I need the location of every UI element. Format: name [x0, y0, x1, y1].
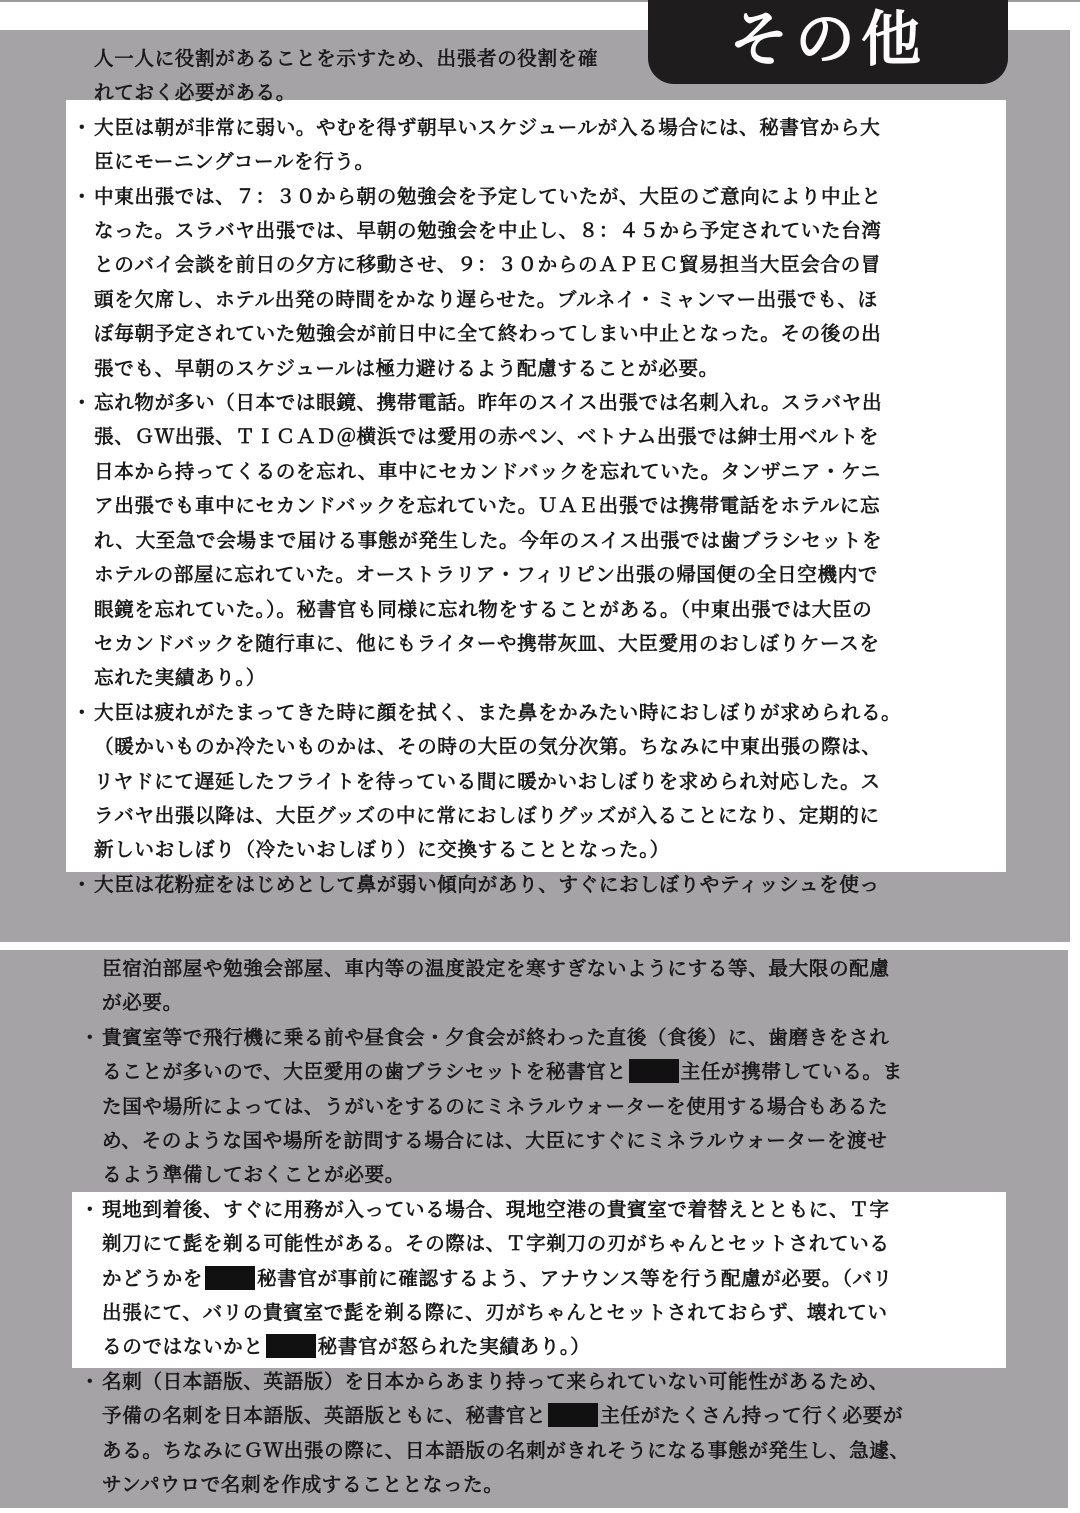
- text-line: ・ 現地到着後、すぐに用務が入っている場合、現地空港の貴賓室で着替えとともに、Ｔ字: [102, 1197, 890, 1221]
- text-fragment: かどうかを: [102, 1266, 203, 1290]
- text-fragment: 秘書官が事前に確認するよう、アナウンス等を行う配慮が必要。（バリ: [256, 1266, 893, 1290]
- text-line: ・ 大臣は花粉症をはじめとして鼻が弱い傾向があり、すぐにおしぼりやティッシュを使っ: [94, 872, 880, 896]
- text-line: 出張にて、バリの貴賓室で髭を剃る際に、刃がちゃんとセットされておらず、壊れてい: [102, 1301, 888, 1325]
- text-line: ・ 大臣は朝が非常に弱い。やむを得ず朝早いスケジュールが入る場合には、秘書官から大: [94, 115, 881, 139]
- text-line: た国や場所によっては、うがいをするのにミネラルウォーターを使用する場合もあるた: [102, 1094, 889, 1118]
- bullet-middle-east-trip: [72, 180, 901, 386]
- bullet-oshibori: [72, 696, 901, 868]
- text-line: ぼ毎朝予定されていた勉強会が前日中に全て終わってしまい中止となった。その後の出: [94, 322, 882, 346]
- text-line: ある。ちなみにＧＷ出張の際に、日本語版の名刺がきれそうになる事態が発生し、急遽、: [102, 1438, 910, 1462]
- upper-text-block: [72, 42, 901, 902]
- text-line: [102, 1330, 910, 1364]
- text-line: 新しいおしぼり（冷たいおしぼり）に交換することとなった。）: [94, 838, 670, 862]
- text-line: 眼鏡を忘れていた。）。秘書官も同様に忘れ物をすることがある。（中東出張では大臣の: [94, 597, 873, 621]
- text-fragment: るのではないかと: [102, 1335, 264, 1359]
- text-line: が必要。: [102, 991, 183, 1015]
- text-fragment: 主任がたくさん持って行く必要が: [600, 1404, 904, 1428]
- bullet-forgotten-items: [72, 386, 901, 696]
- text-fragment: 秘書官が怒られた実績あり。）: [317, 1335, 591, 1359]
- redaction-box: [629, 1059, 679, 1083]
- text-line: 張でも、早朝のスケジュールは極力避けるよう配慮することが必要。: [94, 356, 719, 380]
- section-title-tab: [648, 0, 1008, 84]
- text-line: ア出張でも車中にセカンドバックを忘れていた。ＵＡＥ出張では携帯電話をホテルに忘: [94, 494, 881, 518]
- bullet-hay-fever: [72, 868, 901, 902]
- text-line: 日本から持ってくるのを忘れ、車中にセカンドバックを忘れていた。タンザニア・ケニ: [94, 459, 881, 483]
- text-line: め、そのような国や場所を訪問する場合には、大臣にすぐにミネラルウォーターを渡せ: [102, 1129, 888, 1153]
- redaction-box: [266, 1334, 316, 1358]
- redaction-box: [548, 1403, 598, 1427]
- text-line: れ、大至急で会場まで届ける事態が発生した。今年のスイス出張では歯ブラシセットを: [94, 528, 883, 552]
- text-line: れておく必要がある。: [94, 81, 296, 105]
- text-line: （暖かいものか冷たいものかは、その時の大臣の気分次第。ちなみに中東出張の際は、: [94, 735, 882, 759]
- text-line: ホテルの部屋に忘れていた。オーストラリア・フィリピン出張の帰国便の全日空機内で: [94, 563, 879, 587]
- paragraph-temperature: [80, 952, 910, 1021]
- text-line: サンパウロで名刺を作成することとなった。: [102, 1473, 504, 1497]
- section-title: その他: [729, 5, 927, 75]
- text-line: ・ 貴賓室等で飛行機に乗る前や昼食会・夕食会が終わった直後（食後）に、歯磨きをされ: [102, 1025, 890, 1049]
- text-line: セカンドバックを随行車に、他にもライターや携帯灰皿、大臣愛用のおしぼりケースを: [94, 631, 880, 655]
- text-line: るよう準備しておくことが必要。: [102, 1163, 405, 1187]
- text-line: リヤドにて遅延したフライトを待っている間に暖かいおしぼりを求められ対応した。ス: [94, 769, 881, 793]
- text-line: 剃刀にて髭を剃る可能性がある。その際は、Ｔ字剃刀の刃がちゃんとセットされている: [102, 1232, 890, 1256]
- text-fragment: 主任が携帯している。ま: [680, 1060, 903, 1084]
- text-line: とのバイ会談を前日の夕方に移動させ、９：３０からのＡＰＥＣ貿易担当大臣会合の冒: [94, 253, 881, 277]
- text-fragment: 予備の名刺を日本語版、英語版ともに、秘書官と: [102, 1404, 547, 1428]
- text-line: ラバヤ出張以降は、大臣グッズの中に常におしぼりグッズが入ることになり、定期的に: [94, 803, 880, 827]
- text-line: 頭を欠席し、ホテル出発の時間をかなり遅らせた。ブルネイ・ミャンマー出張でも、ほ: [94, 287, 878, 311]
- text-line: 臣宿泊部屋や勉強会部屋、車内等の温度設定を寒すぎないようにする等、最大限の配慮: [102, 957, 890, 980]
- lower-text-block: [80, 952, 910, 1503]
- text-line: [102, 1055, 910, 1089]
- text-line: ・ 名刺（日本語版、英語版）を日本からあまり持って来られていない可能性があるため、: [102, 1369, 889, 1393]
- text-line: 人一人に役割があることを示すため、出張者の役割を確: [94, 47, 599, 70]
- text-line: 臣にモーニングコールを行う。: [94, 150, 375, 174]
- text-line: ・ 中東出張では、７：３０から朝の勉強会を予定していたが、大臣のご意向により中止と: [94, 184, 882, 208]
- text-line: 忘れた実績あり。）: [94, 666, 266, 690]
- text-line: ・ 大臣は疲れがたまってきた時に顔を拭く、また鼻をかみたい時におしぼりが求められる。: [94, 700, 902, 724]
- bullet-razor: [80, 1193, 910, 1365]
- text-fragment: ることが多いので、大臣愛用の歯ブラシセットを秘書官と: [102, 1060, 627, 1084]
- text-line: なった。スラバヤ出張では、早朝の勉強会を中止し、８：４５から予定されていた台湾: [94, 219, 882, 243]
- text-line: 張、ＧＷ出張、ＴＩＣＡＤ＠横浜では愛用の赤ペン、ベトナム出張では紳士用ベルトを: [94, 425, 880, 449]
- bullet-toothbrush: [80, 1021, 910, 1193]
- redaction-box: [205, 1266, 255, 1290]
- bullet-business-cards: [80, 1365, 910, 1503]
- text-line: ・ 忘れ物が多い（日本では眼鏡、携帯電話。昨年のスイス出張では名刺入れ。スラバヤ出: [94, 391, 883, 415]
- bullet-morning: [72, 111, 901, 180]
- text-line: [102, 1262, 910, 1296]
- text-line: [102, 1399, 910, 1433]
